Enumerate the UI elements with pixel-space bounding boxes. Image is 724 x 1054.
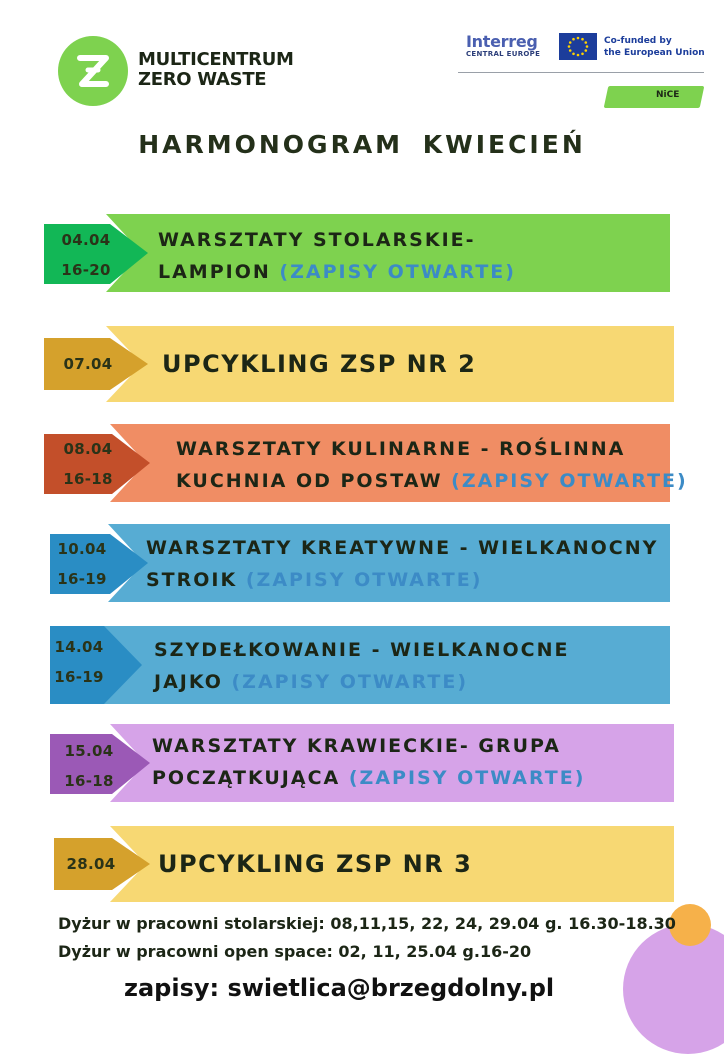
duty-openspace-text: Dyżur w pracowni open space: 02, 11, 25.04 g.16-20 <box>58 942 532 961</box>
interreg-logo <box>466 33 550 58</box>
event-date-2 <box>50 349 126 379</box>
event-day: 04.04 <box>61 231 111 249</box>
event-day: 15.04 <box>64 742 114 760</box>
event-title-line-2: STROIK <box>146 569 238 591</box>
event-row-7 <box>54 826 674 902</box>
event-date-6 <box>54 736 124 796</box>
brand-name <box>138 50 294 90</box>
signup-open-label: (ZAPISY OTWARTE) <box>231 671 469 693</box>
eu-flag-icon <box>559 33 597 60</box>
event-title-line-1: WARSZTATY STOLARSKIE- <box>158 229 476 251</box>
event-row-6 <box>50 724 674 802</box>
event-title-line-1: WARSZTATY KRAWIECKIE- GRUPA <box>152 735 561 757</box>
signup-contact: zapisy: swietlica@brzegdolny.pl <box>124 974 555 1002</box>
zw-logo-icon <box>58 36 128 106</box>
event-title-2: UPCYKLING ZSP NR 2 <box>162 350 477 378</box>
event-title-line-2: LAMPION <box>158 261 271 283</box>
event-title-1 <box>158 224 516 288</box>
event-title-6 <box>152 730 585 794</box>
event-title-5 <box>154 634 569 698</box>
event-day: 14.04 <box>54 638 104 656</box>
event-title-line-1: WARSZTATY KULINARNE - ROŚLINNA <box>176 438 626 460</box>
event-title-3 <box>176 433 688 497</box>
header-divider <box>458 72 704 73</box>
eu-line-2: the European Union <box>604 48 705 58</box>
event-time: 16-20 <box>61 261 111 279</box>
interreg-name: Interreg <box>466 32 538 51</box>
event-time: 16-18 <box>63 470 113 488</box>
event-title-line-2: JAJKO <box>154 671 223 693</box>
page-title: HARMONOGRAM KWIECIEŃ <box>138 130 586 159</box>
brand-line-2: ZERO WASTE <box>138 69 267 90</box>
event-title-line-2: KUCHNIA OD POSTAW <box>176 470 443 492</box>
event-time: 16-19 <box>57 570 107 588</box>
event-row-5 <box>50 626 670 704</box>
event-day: 10.04 <box>57 540 107 558</box>
event-time: 16-18 <box>64 772 114 790</box>
nice-label: NiCE <box>656 90 680 100</box>
event-title-7: UPCYKLING ZSP NR 3 <box>158 850 473 878</box>
brand-line-1: MULTICENTRUM <box>138 49 294 70</box>
duty-woodwork-text: Dyżur w pracowni stolarskiej: 08,11,15, 22, 24, 29.04 g. 16.30-18.30 <box>58 914 676 933</box>
decorative-circle-lilac <box>623 924 724 1054</box>
event-day: 08.04 <box>63 440 113 458</box>
signup-open-label: (ZAPISY OTWARTE) <box>348 767 586 789</box>
event-title-line-1: SZYDEŁKOWANIE - WIELKANOCNE <box>154 639 570 661</box>
event-row-2 <box>44 326 674 402</box>
event-row-3 <box>44 424 688 502</box>
eu-line-1: Co-funded by <box>604 36 672 46</box>
event-date-3 <box>50 434 126 494</box>
nice-badge <box>604 86 705 108</box>
event-date-7 <box>56 849 126 879</box>
event-day: 28.04 <box>66 855 116 873</box>
event-row-1 <box>44 214 670 292</box>
signup-open-label: (ZAPISY OTWARTE) <box>245 569 483 591</box>
event-date-1 <box>48 225 124 285</box>
event-date-5 <box>50 632 108 692</box>
event-title-line-2: POCZĄTKUJĄCA <box>152 767 341 789</box>
event-day: 07.04 <box>63 355 113 373</box>
event-title-4 <box>146 532 658 596</box>
eu-cofunded-text <box>604 35 705 59</box>
interreg-region: CENTRAL EUROPE <box>466 50 541 58</box>
event-date-4 <box>50 534 114 594</box>
signup-open-label: (ZAPISY OTWARTE) <box>451 470 688 492</box>
event-title-line-1: WARSZTATY KREATYWNE - WIELKANOCNY <box>146 537 659 559</box>
event-row-4 <box>50 524 670 602</box>
event-time: 16-19 <box>54 668 104 686</box>
signup-open-label: (ZAPISY OTWARTE) <box>279 261 516 283</box>
